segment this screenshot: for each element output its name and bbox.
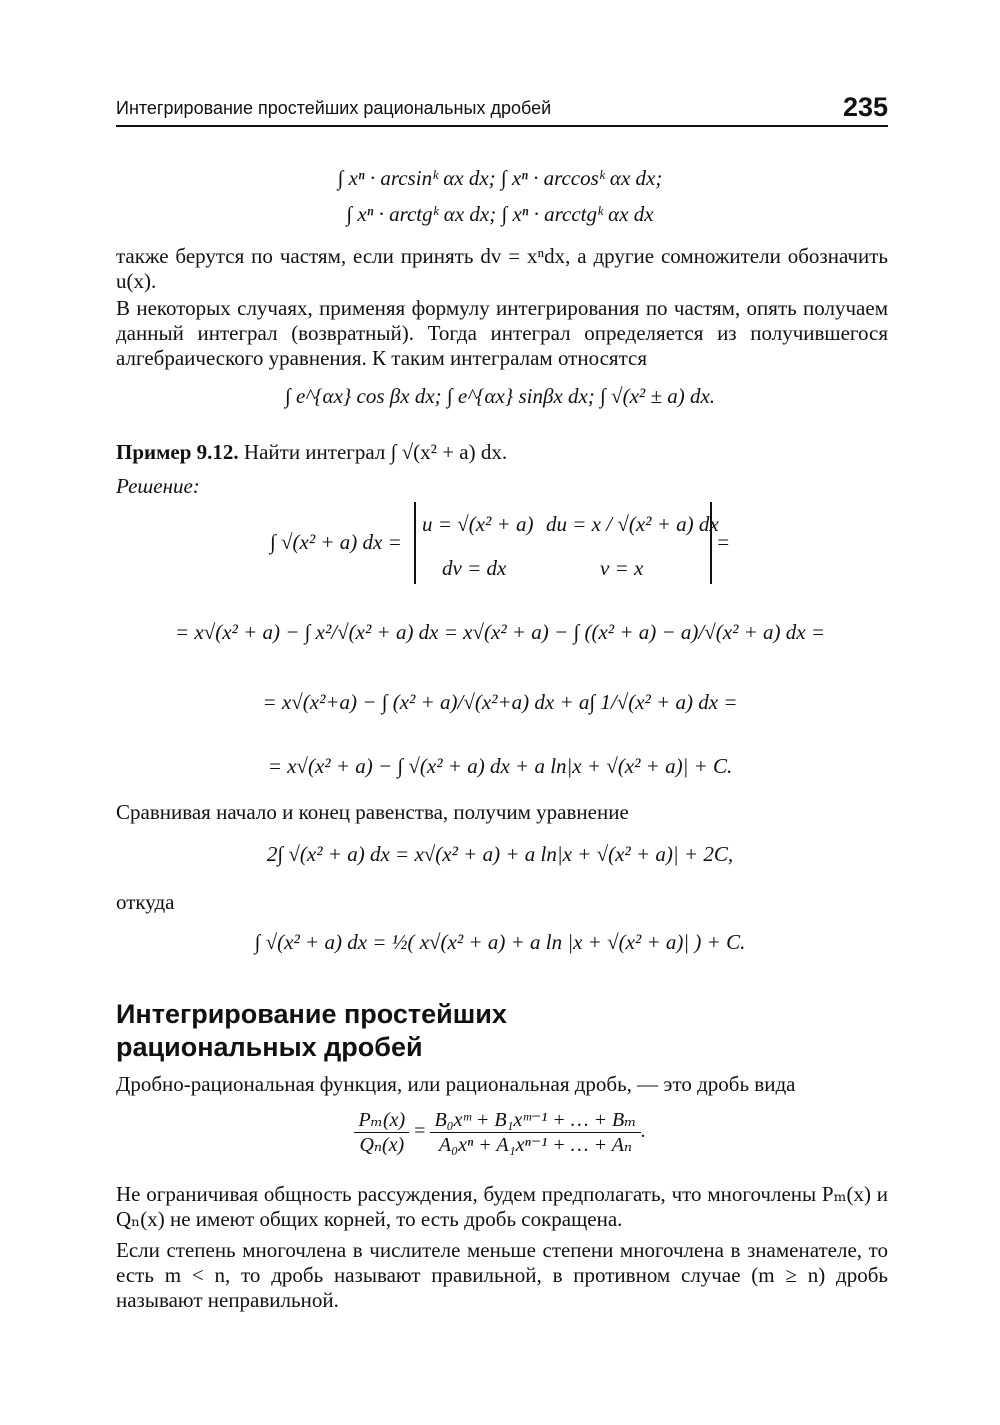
substitution-equals: = [716, 530, 731, 554]
paragraph-compare: Сравнивая начало и конец равенства, получим уравнение [116, 800, 629, 824]
header-rule [116, 125, 888, 127]
fraction-lhs [354, 1108, 409, 1157]
paragraph-by-parts: также берутся по частям, если принять dv = xⁿdx, а другие сомножители обозначить u(x). [116, 244, 888, 293]
fraction-period: . [640, 1120, 646, 1143]
formula-arctg-arcctg: ∫ xⁿ · arctgᵏ αx dx; ∫ xⁿ · arcctgᵏ αx dx [346, 202, 654, 226]
fraction-rhs-denominator: A₀xⁿ + A₁xⁿ⁻¹ + … + Aₙ [438, 1134, 633, 1156]
word-whence: откуда [116, 890, 175, 914]
solution-label: Решение: [116, 474, 200, 498]
fraction-rhs [430, 1108, 640, 1157]
substitution-v: v = x [600, 556, 644, 580]
substitution-dv: dv = dx [442, 556, 507, 580]
solution-line-3: = x√(x²+a) − ∫ (x² + a)/√(x²+a) dx + a∫ 1/√(x² + a) dx = [262, 690, 738, 714]
fraction-lhs-numerator: Pₘ(x) [354, 1108, 409, 1133]
page-number: 235 [842, 92, 888, 122]
substitution-matrix [414, 502, 719, 584]
section-title [116, 998, 507, 1064]
substitution-du: du = x / √(x² + a) dx [546, 512, 719, 536]
equation-double-integral: 2∫ √(x² + a) dx = x√(x² + a) + a ln|x + √(x² + a)| + 2C, [266, 842, 734, 866]
formula-arcsin-arccos: ∫ xⁿ · arcsinᵏ αx dx; ∫ xⁿ · arccosᵏ αx dx; [337, 166, 663, 190]
formula-rational-fraction [0, 1108, 1000, 1157]
substitution-u: u = √(x² + a) [422, 512, 534, 536]
paragraph-recurrent-integrals: В некоторых случаях, применяя формулу интегрирования по частям, опять получаем данный интеграл (возвратный). Тогда интеграл определяется из получившегося алгебраического уравнения. К таким интегралам относятся [116, 296, 888, 370]
paragraph-no-common-roots: Не ограничивая общность рассуждения, будем предполагать, что многочлены Pₘ(x) и Qₙ(x) не имеют общих корней, то есть дробь сокращена. [116, 1182, 888, 1231]
example-heading [116, 440, 888, 465]
section-title-line-2: рациональных дробей [116, 1032, 423, 1062]
example-text: Найти интеграл ∫ √(x² + a) dx. [243, 440, 508, 464]
fraction-lhs-denominator: Qₙ(x) [359, 1134, 405, 1156]
solution-lhs: ∫ √(x² + a) dx = [270, 530, 402, 554]
running-header-title: Интегрирование простейших рациональных дробей [116, 98, 552, 118]
solution-line-2: = x√(x² + a) − ∫ x²/√(x² + a) dx = x√(x² + a) − ∫ ((x² + a) − a)/√(x² + a) dx = [174, 620, 826, 644]
section-title-line-1: Интегрирование простейших [116, 999, 507, 1029]
paragraph-proper-improper: Если степень многочлена в числителе меньше степени многочлена в знаменателе, то есть m < n, то дробь называют правильной, в противном случае (m ≥ n) дробь называют неправильной. [116, 1238, 888, 1312]
equation-final-result: ∫ √(x² + a) dx = ½( x√(x² + a) + a ln |x + √(x² + a)| ) + C. [254, 930, 746, 954]
formula-recurrent-examples: ∫ e^{αx} cos βx dx; ∫ e^{αx} sinβx dx; ∫ √(x² ± a) dx. [284, 384, 716, 408]
example-label: Пример 9.12. [116, 440, 239, 464]
fraction-rhs-numerator: B₀xᵐ + B₁xᵐ⁻¹ + … + Bₘ [430, 1108, 640, 1133]
solution-line-4: = x√(x² + a) − ∫ √(x² + a) dx + a ln|x + √(x² + a)| + C. [267, 754, 733, 778]
paragraph-rational-definition: Дробно-рациональная функция, или рациональная дробь, — это дробь вида [116, 1072, 796, 1096]
fraction-equals: = [414, 1120, 426, 1143]
